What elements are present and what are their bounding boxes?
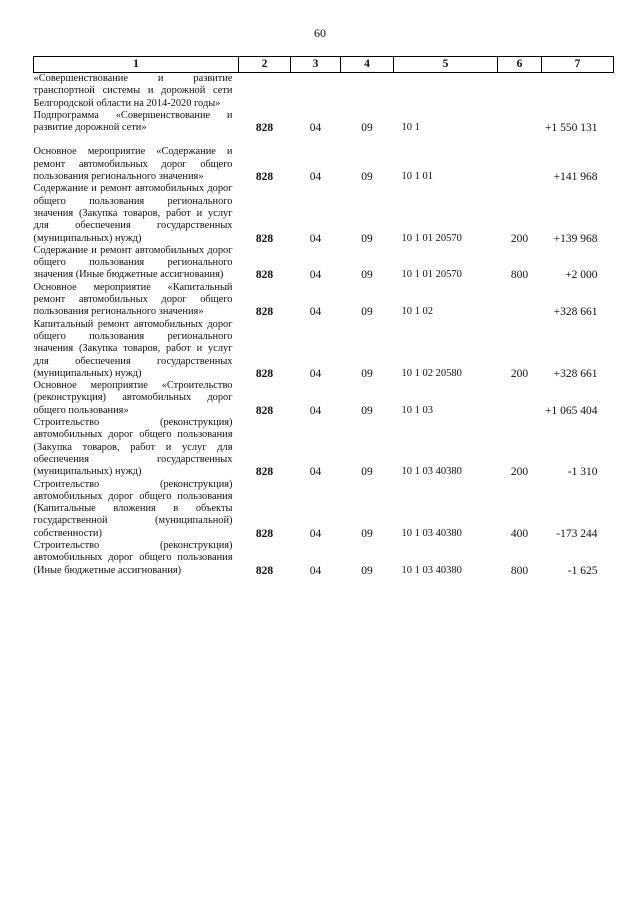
table-row bbox=[34, 479, 614, 540]
section-code: 04 bbox=[309, 269, 322, 282]
subsection-code: 09 bbox=[361, 564, 373, 577]
amount: +328 661 bbox=[553, 306, 598, 319]
expense-type-code bbox=[498, 110, 542, 135]
table-row bbox=[34, 380, 614, 417]
row-name: Строительство (реконструкция) автомобильных дорог общего пользования (Капитальные вложения в объекты государственной (муниципальной) собственности) bbox=[33, 478, 233, 539]
table-row bbox=[34, 282, 614, 319]
target-article-code: 10 1 bbox=[401, 122, 420, 134]
subsection-code: 09 bbox=[361, 527, 373, 540]
amount: +2 000 bbox=[565, 269, 598, 282]
row-name: Содержание и ремонт автомобильных дорог общего пользования регионального значения (Иные бюджетные ассигнования) bbox=[33, 244, 233, 281]
amount: +139 968 bbox=[553, 232, 598, 245]
budget-table bbox=[33, 56, 614, 577]
target-article-code: 10 1 03 40380 bbox=[401, 527, 462, 539]
table-row bbox=[34, 245, 614, 282]
admin-code bbox=[239, 73, 291, 110]
subsection-code: 09 bbox=[361, 232, 373, 245]
section-code: 04 bbox=[309, 232, 322, 245]
row-name: Основное мероприятие «Содержание и ремонт автомобильных дорог общего пользования регионального значения» bbox=[33, 146, 233, 183]
subsection-code: 09 bbox=[361, 171, 373, 184]
section-code: 04 bbox=[309, 404, 322, 417]
table-row bbox=[34, 540, 614, 577]
amount: +1 550 131 bbox=[545, 122, 598, 135]
column-header: 6 bbox=[498, 57, 542, 73]
table-row bbox=[34, 110, 614, 135]
section-code: 04 bbox=[309, 466, 322, 479]
target-article-code bbox=[394, 73, 498, 110]
expense-type-code: 200 bbox=[510, 232, 529, 245]
admin-code: 828 bbox=[255, 404, 274, 417]
target-article-code: 10 1 01 bbox=[401, 171, 433, 183]
amount: +141 968 bbox=[553, 171, 598, 184]
section-code bbox=[291, 73, 341, 110]
admin-code: 828 bbox=[255, 171, 274, 184]
table-header-row bbox=[34, 57, 614, 73]
subsection-code: 09 bbox=[361, 122, 373, 135]
expense-type-code bbox=[498, 380, 542, 417]
amount: -1 310 bbox=[567, 466, 598, 479]
page-number: 60 bbox=[314, 26, 326, 40]
admin-code: 828 bbox=[255, 367, 274, 380]
table-row bbox=[34, 146, 614, 183]
admin-code: 828 bbox=[255, 527, 274, 540]
amount: -173 244 bbox=[556, 527, 598, 540]
admin-code: 828 bbox=[255, 269, 274, 282]
target-article-code: 10 1 03 40380 bbox=[401, 564, 462, 576]
column-header: 2 bbox=[239, 57, 291, 73]
expense-type-code: 200 bbox=[510, 367, 529, 380]
spacer-row bbox=[34, 134, 614, 146]
table-row bbox=[34, 417, 614, 478]
amount: +328 661 bbox=[553, 367, 598, 380]
admin-code: 828 bbox=[255, 564, 274, 577]
amount: +1 065 404 bbox=[545, 404, 598, 417]
subsection-code: 09 bbox=[361, 466, 373, 479]
section-code: 04 bbox=[309, 564, 322, 577]
section-code: 04 bbox=[309, 306, 322, 319]
section-code: 04 bbox=[309, 122, 322, 135]
section-code: 04 bbox=[309, 367, 322, 380]
target-article-code: 10 1 01 20570 bbox=[401, 269, 462, 281]
row-name: Строительство (реконструкция) автомобильных дорог общего пользования (Закупка товаров, работ и услуг для обеспечения государственных (муниципальных) нужд) bbox=[33, 417, 233, 478]
admin-code: 828 bbox=[255, 466, 274, 479]
expense-type-code bbox=[498, 282, 542, 319]
amount: -1 625 bbox=[567, 564, 598, 577]
target-article-code: 10 1 02 20580 bbox=[401, 367, 462, 379]
subsection-code: 09 bbox=[361, 367, 373, 380]
subsection-code: 09 bbox=[361, 404, 373, 417]
row-name: Капитальный ремонт автомобильных дорог общего пользования регионального значения (Закупка товаров, работ и услуг для обеспечения государственных (муниципальных) нужд) bbox=[33, 318, 233, 379]
row-name: Основное мероприятие «Строительство (реконструкция) автомобильных дорог общего пользования» bbox=[33, 380, 233, 416]
row-name: «Совершенствование и развитие транспортной системы и дорожной сети Белгородской области на 2014-2020 годы» bbox=[33, 73, 233, 109]
section-code: 04 bbox=[309, 527, 322, 540]
expense-type-code: 800 bbox=[510, 269, 529, 282]
target-article-code: 10 1 03 40380 bbox=[401, 466, 462, 478]
row-name: Строительство (реконструкция) автомобильных дорог общего пользования (Иные бюджетные ассигнования) bbox=[33, 539, 233, 576]
target-article-code: 10 1 02 bbox=[401, 306, 433, 318]
subsection-code: 09 bbox=[361, 269, 373, 282]
admin-code: 828 bbox=[255, 306, 274, 319]
expense-type-code: 400 bbox=[510, 527, 529, 540]
subsection-code bbox=[341, 73, 394, 110]
row-name: Содержание и ремонт автомобильных дорог общего пользования регионального значения (Закупка товаров, работ и услуг для обеспечения государственных (муниципальных) нужд) bbox=[33, 183, 233, 244]
expense-type-code bbox=[498, 146, 542, 183]
table-row bbox=[34, 183, 614, 244]
amount bbox=[542, 73, 614, 110]
column-header: 3 bbox=[291, 57, 341, 73]
admin-code: 828 bbox=[255, 232, 274, 245]
column-header: 1 bbox=[34, 57, 239, 73]
column-header: 4 bbox=[341, 57, 394, 73]
column-header: 5 bbox=[394, 57, 498, 73]
expense-type-code: 200 bbox=[510, 466, 529, 479]
subsection-code: 09 bbox=[361, 306, 373, 319]
expense-type-code: 800 bbox=[510, 564, 529, 577]
section-code: 04 bbox=[309, 171, 322, 184]
row-name: Основное мероприятие «Капитальный ремонт автомобильных дорог общего пользования регионального значения» bbox=[33, 281, 233, 318]
table-row bbox=[34, 73, 614, 110]
row-name: Подпрограмма «Совершенствование и развитие дорожной сети» bbox=[33, 109, 233, 134]
table-row bbox=[34, 319, 614, 380]
expense-type-code bbox=[498, 73, 542, 110]
column-header: 7 bbox=[542, 57, 614, 73]
target-article-code: 10 1 03 bbox=[401, 404, 433, 416]
admin-code: 828 bbox=[255, 122, 274, 135]
target-article-code: 10 1 01 20570 bbox=[401, 232, 462, 244]
